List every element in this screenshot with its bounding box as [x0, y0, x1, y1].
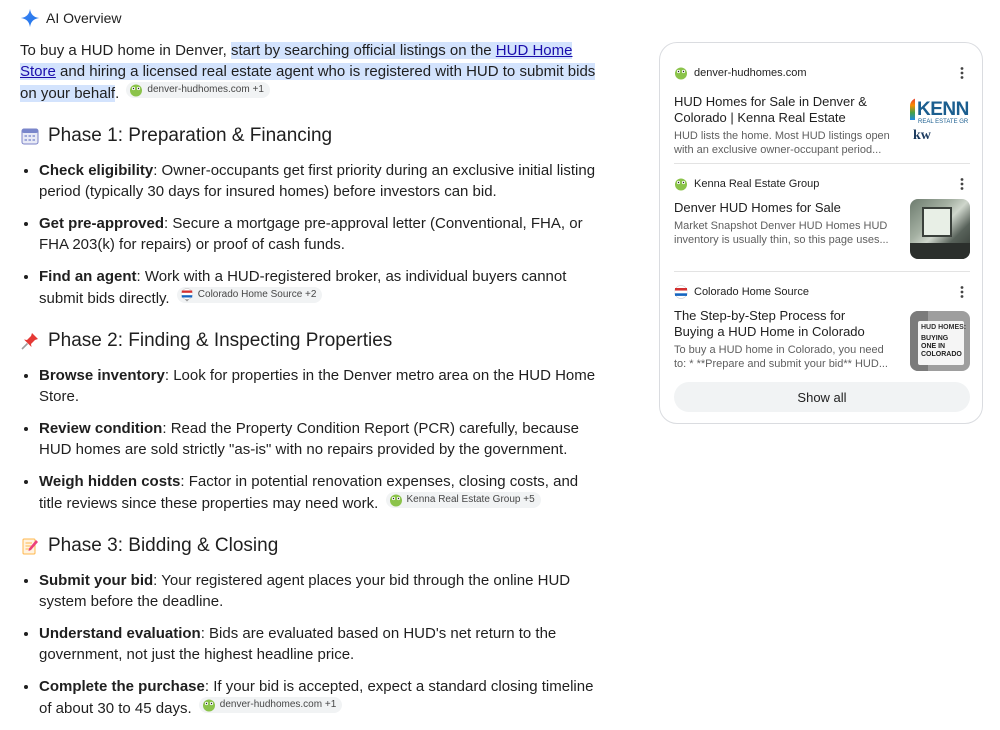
hud-guide-thumbnail: HUD HOMES: BUYING ONE IN COLORADO	[910, 311, 970, 371]
remax-balloon-favicon-icon	[180, 288, 194, 302]
frog-favicon-icon	[202, 698, 216, 712]
phase-2-list	[20, 365, 600, 514]
source-site	[674, 176, 970, 192]
phase-1-title: Phase 1: Preparation & Financing	[48, 125, 333, 146]
list-item: • Get pre-approved: Secure a mortgage pre-approval letter (Conventional, FHA, or FHA 203(k) for repairs) or proof of cash funds.	[39, 213, 600, 255]
phase-1-heading	[20, 124, 600, 148]
phase-3-list	[20, 570, 600, 719]
source-chip-intro[interactable]	[126, 82, 269, 98]
source-site-name: Kenna Real Estate Group	[694, 178, 820, 190]
phase-3-heading	[20, 534, 600, 558]
source-chip-label: Kenna Real Estate Group +5	[406, 494, 535, 505]
source-title[interactable]: Denver HUD Homes for Sale	[674, 200, 841, 215]
list-item: • Check eligibility: Owner-occupants get first priority during an exclusive initial listing period (typically 30 days for insured homes) before investors can bid.	[39, 160, 600, 202]
intro-highlight-1: start by searching official listings on the	[230, 42, 496, 59]
source-chip-label: denver-hudhomes.com +1	[147, 84, 264, 95]
overview-content	[20, 40, 600, 730]
sources-panel	[659, 42, 983, 424]
memo-icon	[20, 536, 40, 556]
source-card-colorado[interactable]	[674, 284, 970, 376]
intro-highlight-2: and hiring a licensed real estate agent who is registered with HUD to submit bids on your behalf	[20, 63, 596, 102]
frog-favicon-icon	[389, 493, 403, 507]
source-site-name: Colorado Home Source	[694, 286, 809, 298]
more-options-icon[interactable]	[954, 284, 970, 300]
source-snippet: HUD lists the home. Most HUD listings open with an exclusive owner-occupant period...	[674, 130, 890, 156]
hud-home-store-link[interactable]: HUD Home Store	[20, 42, 573, 80]
frog-favicon-icon	[129, 83, 143, 97]
source-snippet: Market Snapshot Denver HUD Homes HUD inventory is usually thin, so this page uses...	[674, 220, 889, 246]
source-chip-label: denver-hudhomes.com +1	[219, 699, 337, 710]
show-all-button[interactable]: Show all	[674, 382, 970, 412]
source-chip-denver[interactable]	[199, 697, 342, 713]
pushpin-icon	[20, 331, 40, 351]
phase-1-list	[20, 160, 600, 309]
frog-favicon-icon	[674, 66, 688, 80]
source-title[interactable]: The Step-by-Step Process for Buying a HUD Home in Colorado	[674, 308, 865, 339]
source-chip-label: Colorado Home Source +2	[197, 289, 317, 300]
source-site-name: denver-hudhomes.com	[694, 67, 807, 79]
intro-suffix: .	[115, 85, 120, 102]
source-chip-kenna[interactable]	[386, 492, 541, 508]
kenna-logo-thumbnail: KENN REAL ESTATE GR kw	[910, 98, 970, 158]
sparkle-icon	[20, 8, 40, 28]
divider	[674, 271, 970, 272]
list-item: • Find an agent: Work with a HUD-registered broker, as individual buyers cannot submit bids directly. Colorado Home Source +2	[39, 266, 600, 309]
phase-3-title: Phase 3: Bidding & Closing	[48, 535, 279, 556]
more-options-icon[interactable]	[954, 176, 970, 192]
room-photo-thumbnail	[910, 199, 970, 259]
source-card-denver-hudhomes[interactable]	[674, 65, 970, 155]
intro-prefix: To buy a HUD home in Denver,	[20, 42, 231, 59]
intro-paragraph	[20, 40, 600, 104]
phase-2-title: Phase 2: Finding & Inspecting Properties	[48, 330, 393, 351]
source-chip-colorado[interactable]	[177, 287, 323, 303]
phase-2-heading	[20, 329, 600, 353]
divider	[674, 163, 970, 164]
calendar-icon	[20, 126, 40, 146]
list-item: • Complete the purchase: If your bid is accepted, expect a standard closing timeline of about 30 to 45 days. denver-hudhomes.com +1	[39, 676, 600, 719]
list-item: • Understand evaluation: Bids are evaluated based on HUD's net return to the government, not just the highest headline price.	[39, 623, 600, 665]
list-item: • Weigh hidden costs: Factor in potential renovation expenses, closing costs, and title reviews since these properties may need work. Kenna Real Estate Group +5	[39, 471, 600, 514]
list-item: • Browse inventory: Look for properties in the Denver metro area on the HUD Home Store.	[39, 365, 600, 407]
source-card-kenna[interactable]	[674, 176, 970, 266]
source-site	[674, 65, 970, 81]
list-item: • Review condition: Read the Property Condition Report (PCR) carefully, because HUD homes are sold strictly "as-is" with no repairs provided by the government.	[39, 418, 600, 460]
remax-balloon-favicon-icon	[674, 285, 688, 299]
more-options-icon[interactable]	[954, 65, 970, 81]
frog-favicon-icon	[674, 177, 688, 191]
ai-overview-title: AI Overview	[46, 10, 122, 26]
source-site	[674, 284, 970, 300]
list-item: • Submit your bid: Your registered agent places your bid through the online HUD system before the deadline.	[39, 570, 600, 612]
ai-overview-header	[20, 8, 121, 28]
source-snippet: To buy a HUD home in Colorado, you need to: * **Prepare and submit your bid** HUD...	[674, 344, 888, 370]
source-title[interactable]: HUD Homes for Sale in Denver & Colorado | Kenna Real Estate	[674, 94, 867, 125]
